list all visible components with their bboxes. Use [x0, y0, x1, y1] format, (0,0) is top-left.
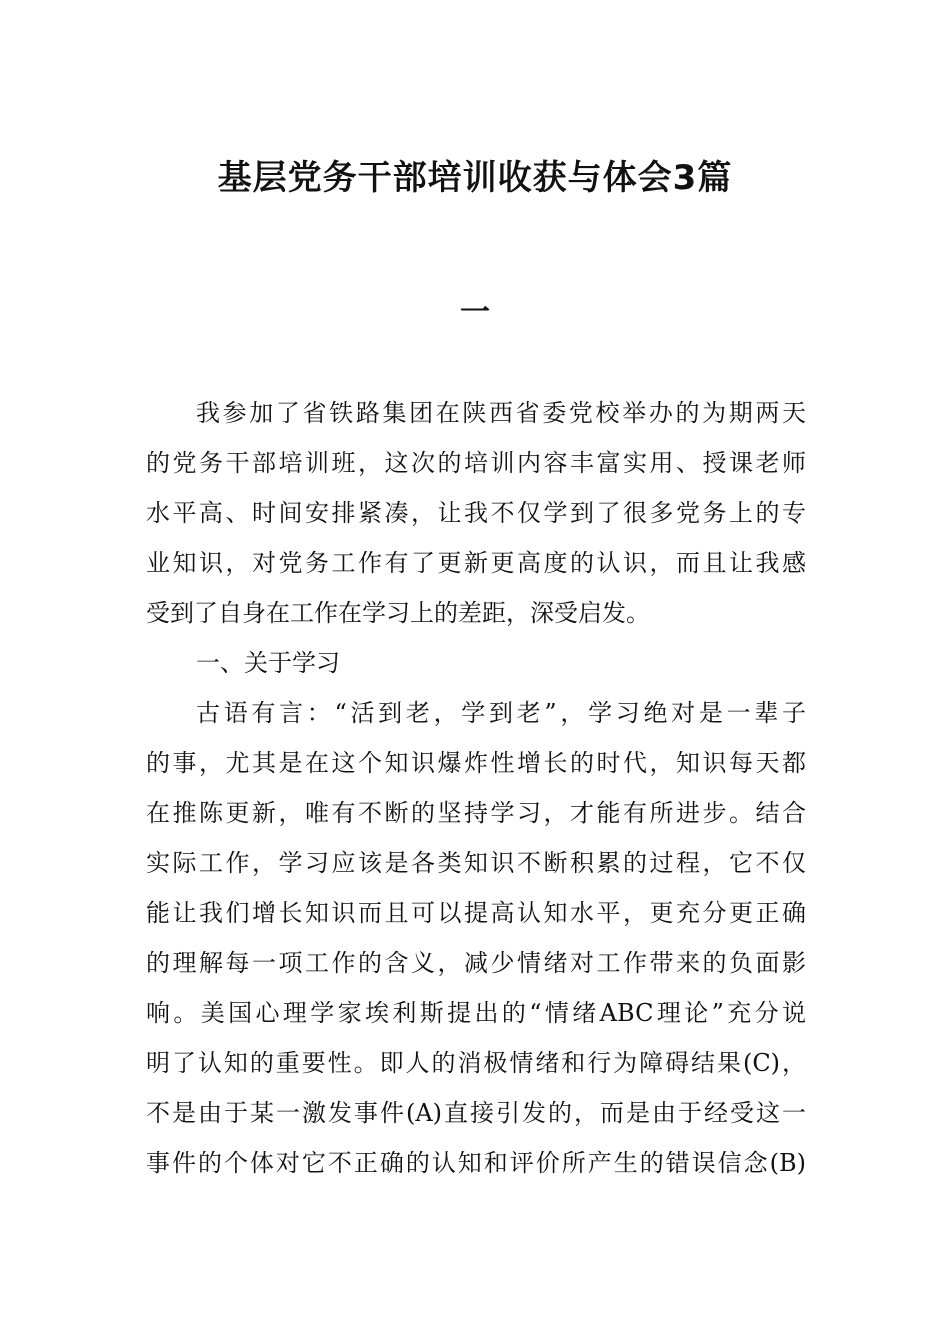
paragraph-line: 受到了自身在工作在学习上的差距，深受启发。	[146, 599, 650, 627]
paragraph-line: 的事，尤其是在这个知识爆炸性增长的时代，知识每天都	[146, 749, 806, 777]
paragraph-line: 事件的个体对它不正确的认知和评价所产生的错误信念(B)	[146, 1149, 806, 1177]
paragraph-line: 实际工作，学习应该是各类知识不断积累的过程，它不仅	[146, 849, 806, 877]
paragraph-line: 的理解每一项工作的含义，减少情绪对工作带来的负面影	[146, 949, 806, 977]
paragraph-line: 在推陈更新，唯有不断的坚持学习，才能有所进步。结合	[146, 799, 806, 827]
section-number: 一	[460, 295, 490, 330]
paragraph-line: 不是由于某一激发事件(A)直接引发的，而是由于经受这一	[146, 1099, 806, 1127]
paragraph-line: 业知识，对党务工作有了更新更高度的认识，而且让我感	[146, 549, 806, 577]
paragraph-line: 的党务干部培训班，这次的培训内容丰富实用、授课老师	[146, 449, 806, 477]
paragraph-line: 我参加了省铁路集团在陕西省委党校举办的为期两天	[196, 399, 806, 427]
section-heading: 一、关于学习	[196, 649, 340, 677]
paragraph-line: 古语有言：“活到老，学到老”，学习绝对是一辈子	[196, 699, 806, 727]
paragraph-line: 能让我们增长知识而且可以提高认知水平，更充分更正确	[146, 899, 806, 927]
document-title: 基层党务干部培训收获与体会3篇	[217, 158, 733, 198]
paragraph-line: 水平高、时间安排紧凑，让我不仅学到了很多党务上的专	[146, 499, 806, 527]
paragraph-line: 明了认知的重要性。即人的消极情绪和行为障碍结果(C)，	[146, 1049, 806, 1077]
paragraph-line: 响。美国心理学家埃利斯提出的“情绪ABC理论”充分说	[146, 999, 806, 1027]
document-body	[146, 388, 806, 1188]
